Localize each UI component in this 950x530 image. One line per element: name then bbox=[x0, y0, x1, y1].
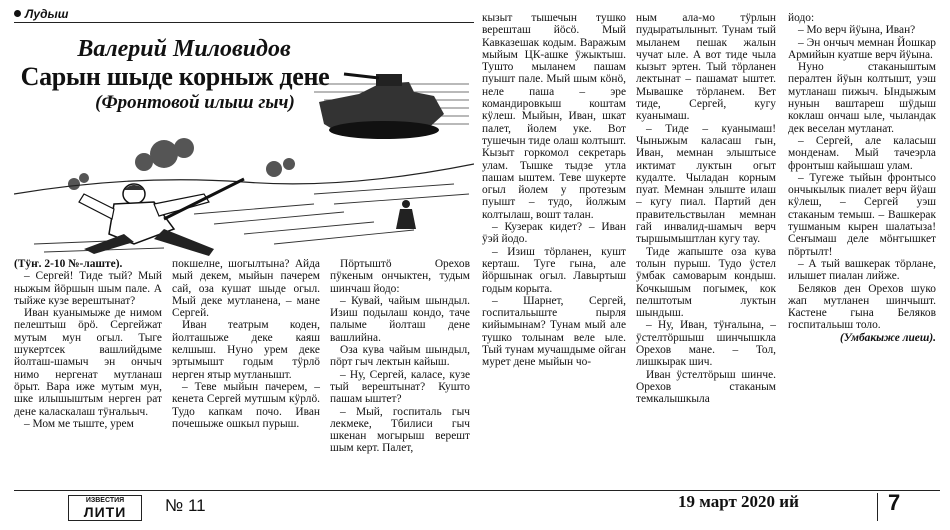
article-paragraph: йодо: bbox=[788, 12, 815, 24]
article-paragraph: Иван ӱстелтӧрыш шинче. Орехов стаканым темкалышкыла bbox=[636, 368, 776, 406]
article-paragraph: – Ну, Сергей, каласе, кузе тый верештынат? Кушто пашам ыштет? bbox=[330, 368, 470, 406]
newspaper-logo bbox=[68, 495, 142, 521]
article-paragraph: Пӧртыштӧ Орехов пӱкеным ончыктен, тудым шинчаш йодо: bbox=[330, 258, 470, 295]
logo-small-text: ИЗВЕСТИЯ bbox=[85, 497, 125, 504]
article-paragraph: – Кувай, чайым шындыл. Изиш подылаш кондо, таче палыме йолташ дене вашлийна. bbox=[330, 294, 470, 344]
article-paragraph: Иван театрым коден, йолташыже деке каяш келшыш. Нуно урем деке эртымышт годым тӱрлӧ нерген ятыр мутланышт. bbox=[172, 319, 320, 381]
text-column-5 bbox=[636, 12, 776, 406]
article-paragraph: – Мый, госпиталь гыч лекмеке, Тбилиси гыч шкенан могырыш верешт шым керт. Палет, bbox=[330, 405, 470, 455]
issue-number: № 11 bbox=[165, 496, 206, 515]
article-paragraph: – А тый вашкерак тӧрлане, илышет пиалан лийже. bbox=[788, 257, 936, 283]
article-paragraph: – Эн ончыч мемнан Йошкар Армийын куатше верч йӱына. bbox=[788, 36, 936, 61]
article-paragraph: Иван куанымыже де нимом пелештыш ӧрӧ. Сергейжат мутым мун огыл. Тыге шукертсек вашлийдыме йолташ-шамыч эн ончыч нимо нергенат мутланаш ӧрыт. Вара иже мутым мун, шке илышыштым нерген рат дене каласкалаш тӱҥальыч. bbox=[14, 307, 162, 418]
article-paragraph: – Сергей! Тиде тый? Мый ныжым йӧршын шым пале. А тыйже кузе верештынат? bbox=[14, 270, 162, 307]
article-paragraph: – Сергей, але каласыш монденам. Мый тачеэрла фронтыш кайышаш улам. bbox=[788, 134, 936, 172]
article-paragraph: – Изиш тӧрланен, кушт керташ. Туге гына, але йӧршынак огыл. Лавыртыш годым корыта. bbox=[482, 245, 626, 295]
footer-separator bbox=[877, 493, 878, 521]
article-paragraph: Беляков ден Орехов шуко жап мутланен шинчышт. Кастене гына Беляков госпитальыш толо. bbox=[788, 282, 936, 332]
article-paragraph: – Тиде – куанымаш! Чыныжым каласаш гын, Иван, мемнан элыштысе иктимат луктын огыт кудалте. Чыладан корным пуат. Мемнан элыште илаш – кугу пиал. Партий ден правительствылан мемнан гай инвалид-шамыч верч тыршымыштлан кугу тау. bbox=[636, 122, 776, 246]
footer-rule bbox=[14, 490, 940, 491]
issue-date: 19 март 2020 ий bbox=[678, 492, 799, 511]
headline-block bbox=[20, 36, 330, 114]
article-paragraph: (Умбакыже лиеш). bbox=[840, 331, 936, 344]
article-paragraph: Тиде жапыште оза кува толын пурыш. Тудо ӱстел ӱмбак самоварым кондыш. Кочкышым погымек, кок пелштотым луктын шындыш. bbox=[636, 245, 776, 320]
text-column-3 bbox=[330, 258, 470, 455]
article-paragraph: – Мо верч йӱына, Иван? bbox=[798, 24, 916, 37]
section-header bbox=[14, 6, 474, 23]
article-paragraph: кызыт тышечын тушко верешташ йӧсӧ. Мый Кавказешак кодым. Варажым мыйым ЦК-ашке ӱжыктыш. Тушто мыланем пашам пуышт пале. Мый шым кӧнӧ, неле паша – эре командировкыш коштам кӱлеш. Мыйын, Иван, шкат палет, йолем уке. Вот тушечын тиде олаш колтышт. Кызыт горкомол секретарь улам. Тышке тыдзе утла пашам ыштем. Теве шукерте огыл йолем у протезым пуышт – тудо, йолжым колтылаш, вошт талан. bbox=[482, 12, 626, 221]
text-column-6 bbox=[788, 12, 936, 344]
section-label: Лудыш bbox=[25, 7, 69, 21]
soldier-figure bbox=[79, 179, 244, 256]
text-column-4 bbox=[482, 12, 626, 369]
logo-big-text: ЛИТИ bbox=[83, 504, 127, 520]
article-paragraph: покшелне, шогылтына? Айда мый декем, мыйын пачерем сай, оза кушат шыде огыл. Мый деке мутланена, – мане Сергей. bbox=[172, 258, 320, 320]
page-number: 7 bbox=[888, 490, 901, 515]
article-paragraph: Оза кува чайым шындыл, пӧрт гыч лектын кайыш. bbox=[330, 344, 470, 369]
article-subtitle: (Фронтовой илыш гыч) bbox=[95, 92, 295, 113]
article-title: Сарын шыде корныж дене bbox=[20, 62, 330, 91]
article-paragraph: Нуно стаканыштым пералтен йӱын колтышт, уэш мутланаш пижыч. Ындыжым нунын ваштареш шӱдыш коклаш ончаш ыле, чыландак дек веселан мутланат. bbox=[788, 61, 936, 135]
article-paragraph: – Шарнет, Сергей, госпитальыште пырля кийымынам? Тунам мый але тушко толынам веле ыле. Тый тунам мучашдыме ойган мурет дене мыйын чо- bbox=[482, 294, 626, 369]
article-paragraph: – Теве мыйын пачерем, – кенета Сергей мутшым кӱрлӧ. Тудо капкам почо. Иван почешыже ошкыл пурыш. bbox=[172, 380, 320, 430]
text-column-1 bbox=[14, 258, 162, 430]
article-paragraph: ным ала-мо тӱрлын пудыратылыныт. Тунам тый мыланем пешак жалын чучат ыле. А вот тиде чыла кызыт эртен. Тый тӧрланен лектынат – пашамат ыштет. Мывашке тӧрланем. Вет тиде, Сергей, кугу куанымаш. bbox=[636, 12, 776, 123]
bullet-icon bbox=[14, 10, 21, 17]
article-paragraph: – Мом ме тыште, урем bbox=[24, 417, 134, 430]
article-paragraph: – Ну, Иван, тӱҥалына, – ӱстелтӧршыш шинчышкла Орехов мане. – Тол, лишкырак шич. bbox=[636, 319, 776, 369]
article-paragraph: – Кузерак кидет? – Иван ӱэй йодо. bbox=[482, 221, 626, 246]
author-name: Валерий Миловидов bbox=[77, 36, 291, 62]
text-column-2 bbox=[172, 258, 320, 430]
article-paragraph: – Тугеже тыйын фронтысо ончыкылык пиалет верч йӱаш кӱлеш, – Сергей уэш стаканым темыш. – Вашкерак тушманым кырен шалатыза! Сеҥымаш деле мӧҥгышкет пӧртылт! bbox=[788, 171, 936, 258]
article-paragraph: (Тӱҥ. 2-10 №-лаште). bbox=[14, 258, 123, 270]
